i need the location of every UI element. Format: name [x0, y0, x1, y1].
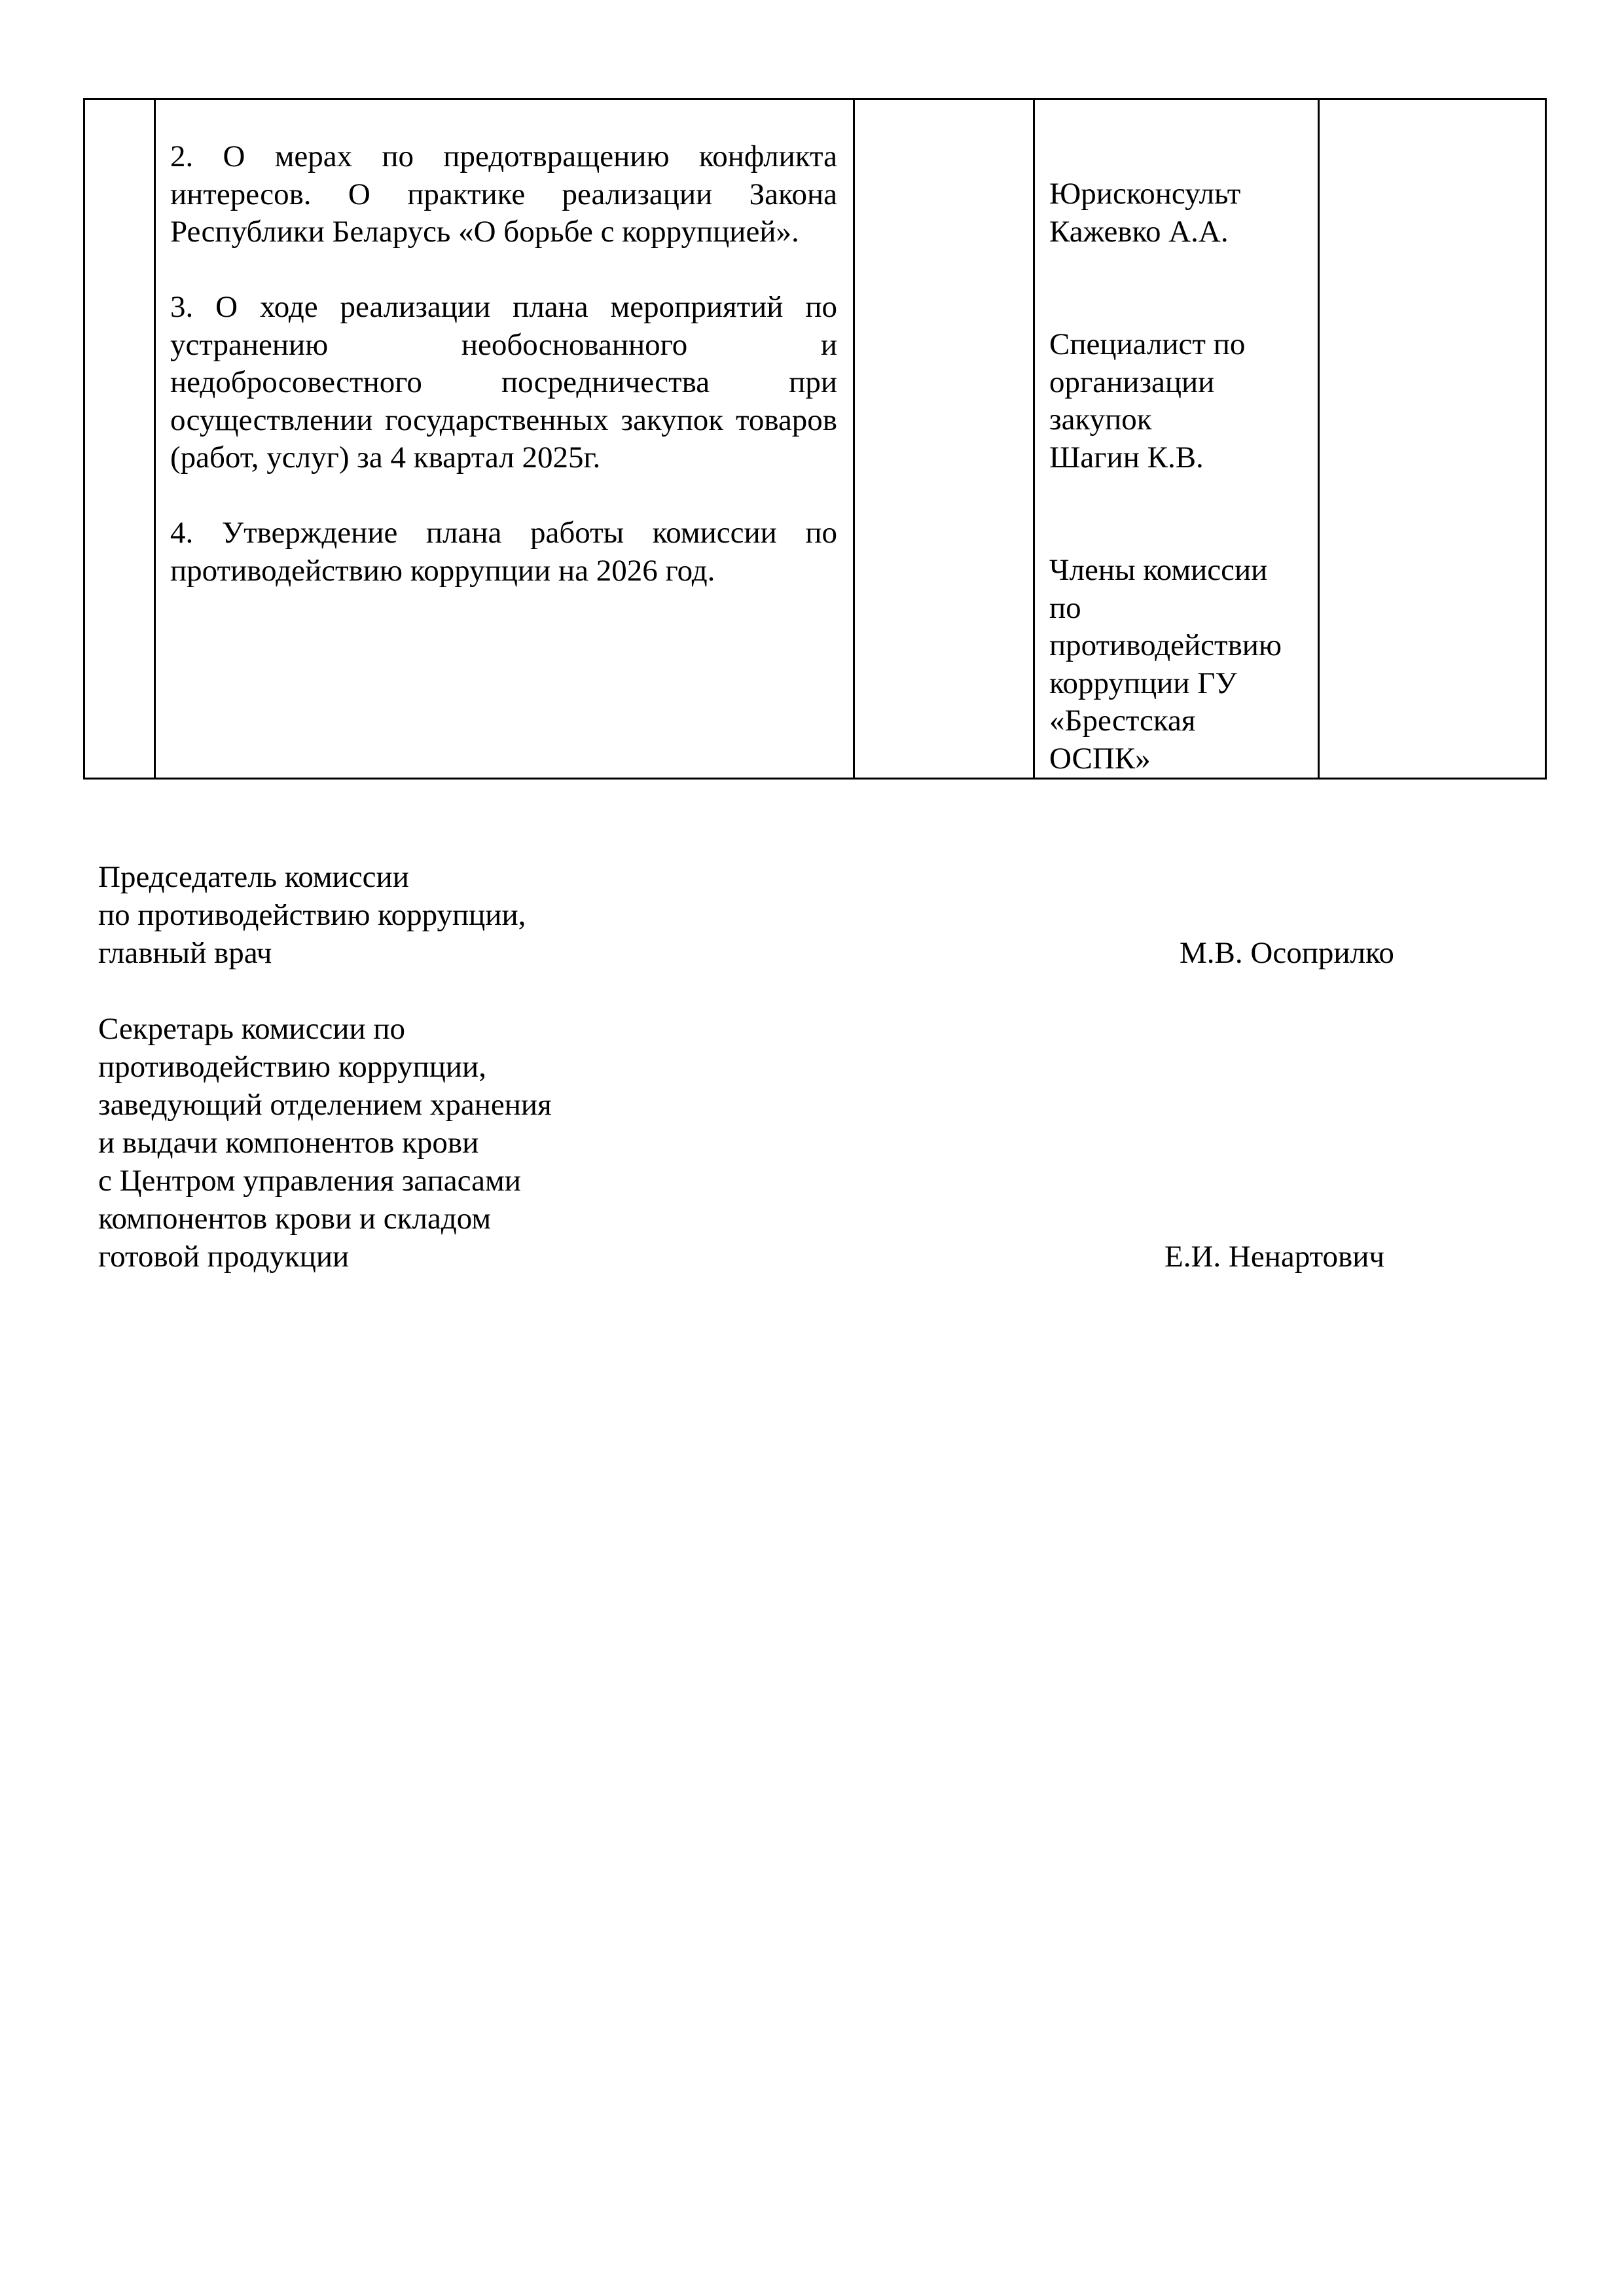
chairman-position [98, 858, 1414, 972]
responsible-item-1 [1049, 175, 1314, 251]
responsible-line: по [1049, 590, 1081, 625]
signature-position-line: Секретарь комиссии по [98, 1012, 406, 1046]
responsible-line: организации [1049, 365, 1215, 399]
row-number-cell [84, 99, 155, 779]
signature-position-line: по противодействию коррупции, [98, 898, 526, 932]
topic-item-4: 4. Утверждение плана работы комиссии по противодействию коррупции на 2026 год. [170, 516, 837, 588]
signature-position-line: с Центром управления запасами [98, 1164, 521, 1198]
signature-position-line: компонентов крови и складом [98, 1202, 492, 1236]
topic-cell [155, 99, 854, 779]
signature-block-secretary [98, 1010, 1414, 1276]
note-cell [1319, 99, 1546, 779]
responsible-line: коррупции ГУ [1049, 666, 1237, 700]
signature-position-line: главный врач [98, 936, 272, 970]
responsible-item-2 [1049, 326, 1314, 476]
secretary-position [98, 1010, 1414, 1276]
responsible-cell [1034, 99, 1319, 779]
table-row [84, 99, 1546, 779]
secretary-name: Е.И. Ненартович [1164, 1240, 1384, 1274]
responsible-line: Члены комиссии [1049, 553, 1268, 587]
signature-position-line: противодействию коррупции, [98, 1050, 486, 1084]
plan-table [83, 98, 1547, 780]
date-cell [854, 99, 1034, 779]
signature-position-line: заведующий отделением хранения [98, 1088, 552, 1122]
chairman-name: М.В. Осоприлко [1180, 936, 1394, 970]
topic-item-3: 3. О ходе реализации плана мероприятий по устранению необоснованного и недобросовестного посредничества при осуществлении государственных закупок товаров (работ, услуг) за 4 квартал 2025г. [170, 290, 837, 475]
responsible-line: Юрисконсульт [1049, 177, 1241, 211]
responsible-line: Кажевко А.А. [1049, 214, 1229, 249]
responsible-line: Специалист по [1049, 327, 1246, 361]
signature-position-line: Председатель комиссии [98, 860, 409, 894]
topic-item-2: 2. О мерах по предотвращению конфликта интересов. О практике реализации Закона Республики Беларусь «О борьбе с коррупцией». [170, 139, 837, 249]
signature-position-line: готовой продукции [98, 1240, 350, 1274]
responsible-line: ОСПК» [1049, 741, 1151, 776]
responsible-item-3 [1049, 552, 1314, 778]
responsible-line: Шагин К.В. [1049, 440, 1204, 475]
responsible-line: «Брестская [1049, 704, 1196, 738]
signature-position-line: и выдачи компонентов крови [98, 1126, 479, 1160]
responsible-line: закупок [1049, 403, 1152, 437]
responsible-line: противодействию [1049, 628, 1282, 662]
signature-block-chairman [98, 858, 1414, 972]
